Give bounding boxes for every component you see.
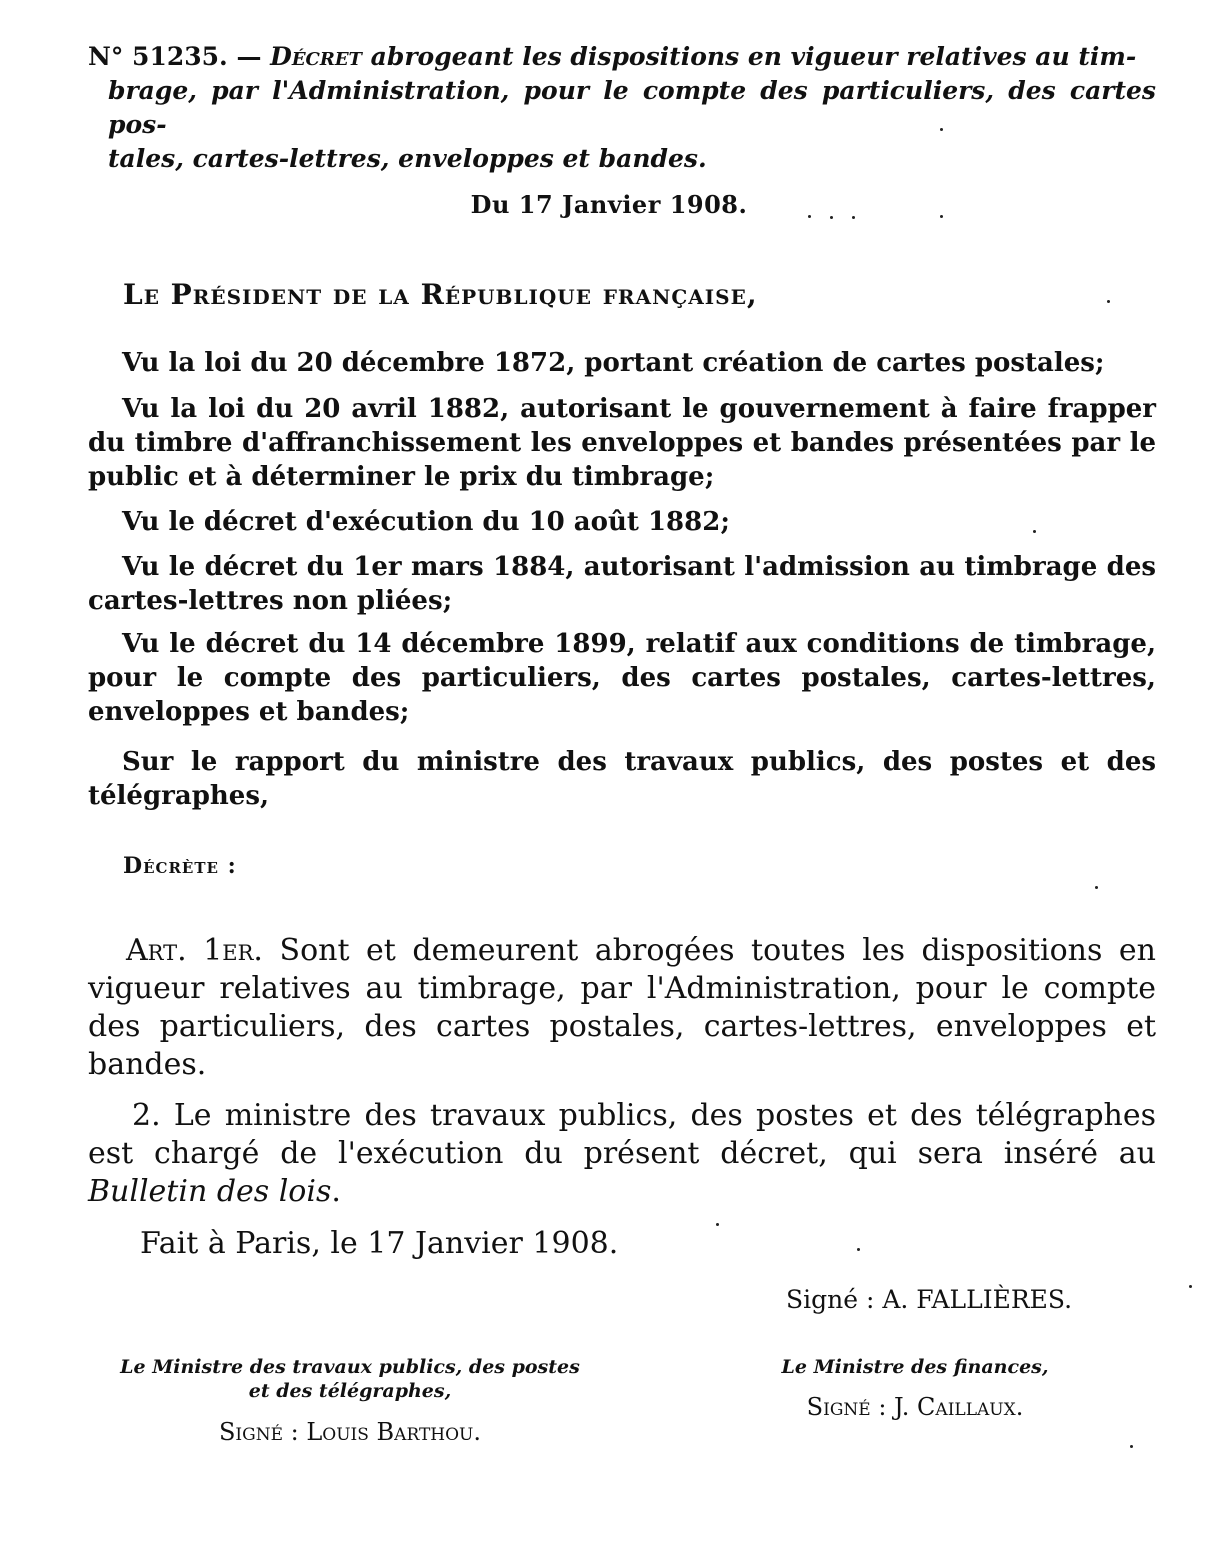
visa-paragraph [88,550,1156,618]
visa-text: Vu la loi du 20 décembre 1872, portant création de cartes postales; [122,348,1105,378]
scan-speck [940,128,943,131]
visa-text: Vu le décret d'exécution du 10 août 1882; [122,507,730,537]
scan-speck [1033,530,1036,533]
header-title-line3: tales, cartes-lettres, enveloppes et bandes. [108,144,707,173]
visa-paragraph [88,346,1156,380]
article-2 [88,1097,1156,1211]
minister-left-title-line1: Le Ministre des travaux publics, des postes [120,1356,580,1378]
article-2-end: . [331,1174,341,1209]
article-2-text: Le ministre des travaux publics, des postes et des télégraphes est chargé de l'exécution du présent décret, qui sera inséré au [88,1098,1156,1171]
minister-left-title [100,1355,600,1403]
visa-text: Vu le décret du 1er mars 1884, autorisant l'admission au timbrage des cartes-lettres non pliées; [88,552,1156,616]
minister-right-title: Le Ministre des finances, [781,1356,1049,1378]
scan-speck [852,216,855,219]
visa-text: Vu la loi du 20 avril 1882, autorisant le gouvernement à faire frapper du timbre d'affranchissement les enveloppes et bandes présentées par le public et à déterminer le prix du timbrage; [88,394,1156,492]
article-2-label: 2. [132,1098,161,1133]
minister-left-signature: Signé : Louis Barthou. [218,1418,482,1446]
header-title-line2: brage, par l'Administration, pour le compte des particuliers, des cartes pos- [108,76,1156,139]
scan-speck [1189,1285,1192,1288]
minister-right-signature: Signé : J. Caillaux. [806,1393,1024,1421]
scan-speck [830,216,833,219]
bulletin-des-lois: Bulletin des lois [88,1174,332,1209]
president-signature: Signé : A. FALLIÈRES. [786,1285,1073,1314]
visa-paragraph [88,505,1156,539]
article-1-text: Sont et demeurent abrogées toutes les dispositions en vigueur relatives au timbrage, par l'Administration, pour le compte des particuliers, des cartes postales, cartes-lettres, enveloppes et bandes. [88,933,1156,1082]
scan-speck [716,1223,719,1226]
decree-date: Du 17 Janvier 1908. [470,190,748,219]
rapport-text: Sur le rapport du ministre des travaux publics, des postes et des télégraphes, [88,747,1156,811]
decret-word: Décret [270,42,362,71]
scan-speck [940,215,943,218]
rapport-paragraph [88,745,1156,813]
president-heading: Le Président de la République française, [123,278,758,311]
decrete-heading: Décrète : [123,853,237,879]
visa-text: Vu le décret du 14 décembre 1899, relatif aux conditions de timbrage, pour le compte des particuliers, des cartes postales, cartes-lettres, enveloppes et bandes; [88,629,1156,727]
visa-paragraph [88,392,1156,494]
article-1-label: Art. 1er. [126,933,263,968]
fait-a-paris: Fait à Paris, le 17 Janvier 1908. [140,1226,619,1261]
decree-number: N° 51235. [88,42,228,71]
scan-speck [1107,300,1110,303]
decree-header [88,40,1156,176]
header-title-line1: abrogeant les dispositions en vigueur relatives au tim- [361,42,1137,71]
scan-speck [857,1248,860,1251]
scan-speck [1130,1445,1133,1448]
minister-left-title-line2: et des télégraphes, [248,1380,452,1402]
article-1 [88,932,1156,1084]
scan-speck [808,215,811,218]
visa-paragraph [88,627,1156,729]
scan-speck [1095,886,1098,889]
header-dash: — [227,42,271,71]
